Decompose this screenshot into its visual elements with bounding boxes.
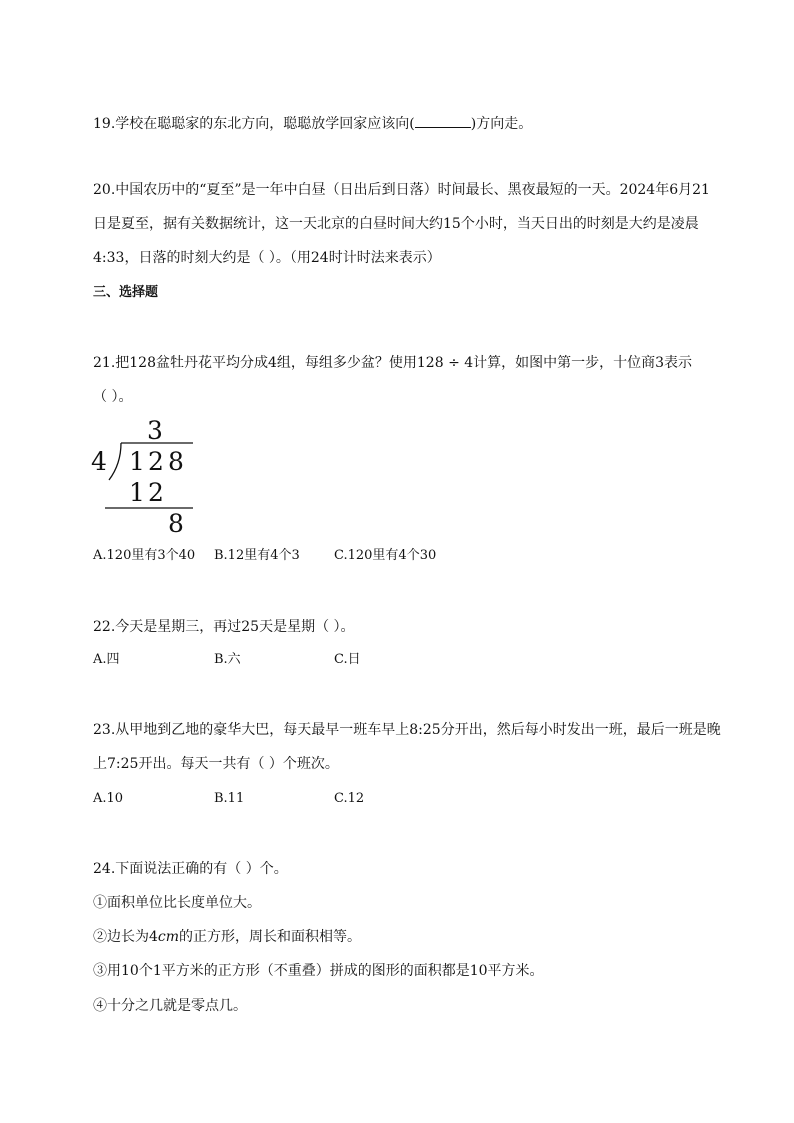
question-22-option-b: B.六 <box>214 652 241 667</box>
statement-4: ④十分之几就是零点几。 <box>93 998 247 1014</box>
question-21-option-a: A.120里有3个40 <box>93 548 196 563</box>
question-22-text: 22.今天是星期三，再过25天是星期（ ）。 <box>93 619 355 635</box>
question-20-line-3: 4:33，日落的时刻大约是（ ）。（用24时计时法来表示） <box>93 250 441 266</box>
question-23-option-a: A.10 <box>93 791 124 806</box>
question-21-option-c: C.120里有4个30 <box>334 548 437 563</box>
statement-2-after: 的正方形，周长和面积相等。 <box>179 929 362 945</box>
question-21-line-2: （ ）。 <box>93 389 133 405</box>
division-product-digit: 1 <box>129 478 145 507</box>
long-division-figure <box>88 412 208 540</box>
question-22-option-c: C.日 <box>334 652 361 667</box>
division-dividend-digit: 8 <box>168 447 184 476</box>
question-23-option-b: B.11 <box>214 791 245 806</box>
question-21-line-1: 21.把128盆牡丹花平均分成4组，每组多少盆？使用128 ÷ 4计算，如图中第一步，十位商3表示 <box>93 355 693 371</box>
section-title: 三、选择题 <box>93 285 159 300</box>
question-19-text-after: )方向走。 <box>470 116 533 132</box>
division-dividend-digit: 1 <box>129 447 145 476</box>
division-bracket-curve <box>109 443 121 480</box>
answer-blank <box>415 114 471 128</box>
division-remainder: 8 <box>168 509 184 538</box>
division-dividend-digit: 2 <box>148 447 164 476</box>
statement-3: ③用10个1平方米的正方形（不重叠）拼成的图形的面积都是10平方米。 <box>93 963 544 979</box>
statement-1: ①面积单位比长度单位大。 <box>93 895 261 911</box>
question-20-line-2: 日是夏至，据有关数据统计，这一天北京的白昼时间大约15个小时，当天日出的时刻是大约是凌晨 <box>93 216 699 232</box>
division-quotient: 3 <box>147 416 163 445</box>
question-19 <box>93 114 532 133</box>
question-23-line-2: 上7:25开出。每天一共有（ ）个班次。 <box>93 756 339 772</box>
question-23-option-c: C.12 <box>334 791 365 806</box>
division-divisor: 4 <box>91 447 107 476</box>
statement-2-before: ②边长为4 <box>93 929 158 945</box>
question-24-text: 24.下面说法正确的有（ ）个。 <box>93 861 288 877</box>
question-20-line-1: 20.中国农历中的“夏至”是一年中白昼（日出后到日落）时间最长、黑夜最短的一天。2024年6月21 <box>93 182 710 198</box>
question-19-text-before: 19.学校在聪聪家的东北方向，聪聪放学回家应该向( <box>93 116 415 132</box>
division-product-digit: 2 <box>148 478 164 507</box>
question-23-line-1: 23.从甲地到乙地的豪华大巴，每天最早一班车早上8:25分开出，然后每小时发出一班，最后一班是晚 <box>93 722 721 738</box>
question-21-option-b: B.12里有4个3 <box>214 548 300 563</box>
question-22-option-a: A.四 <box>93 652 120 667</box>
statement-2 <box>93 928 361 946</box>
unit-cm: cm <box>157 929 180 945</box>
